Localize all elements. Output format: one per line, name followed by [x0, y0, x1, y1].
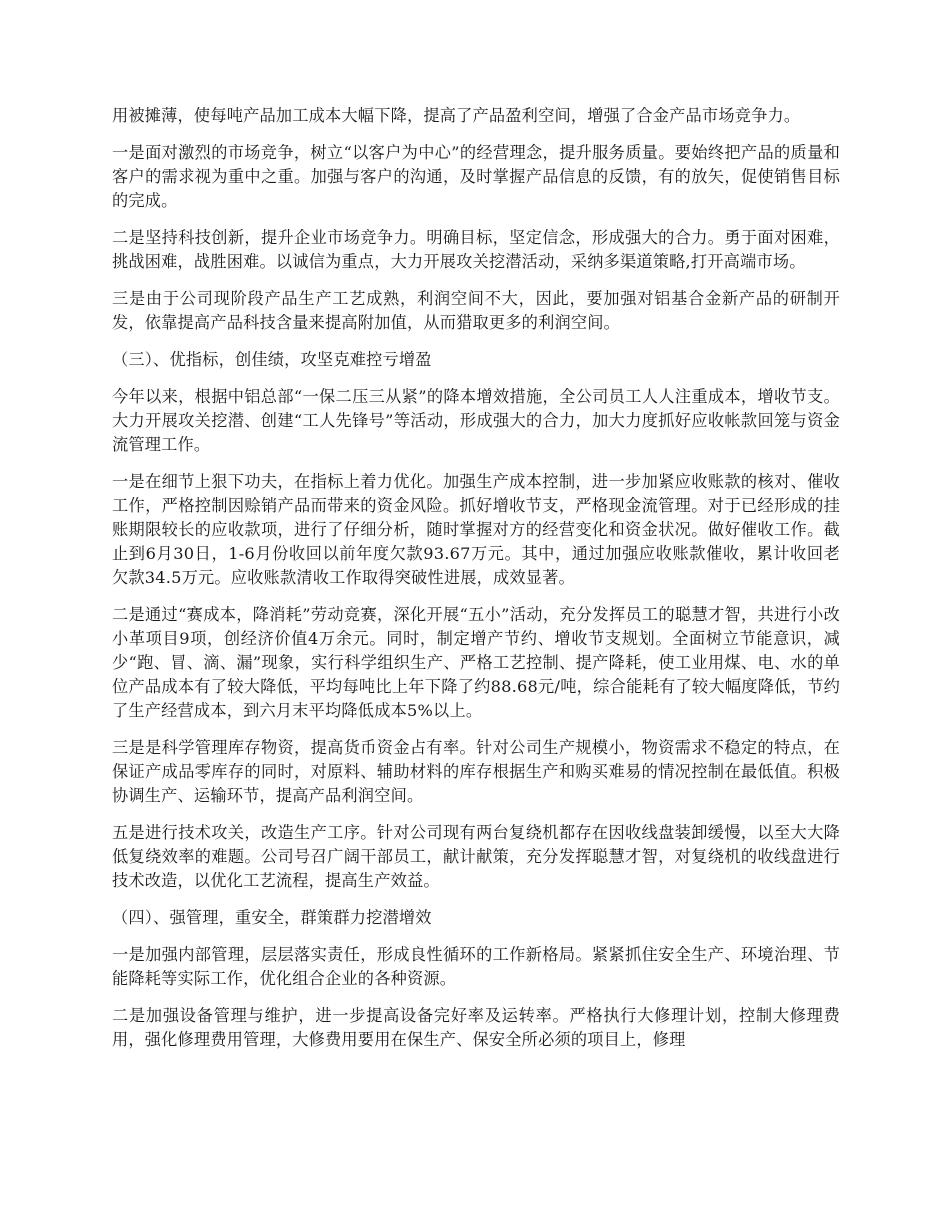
body-paragraph: 一是面对激烈的市场竞争，树立“以客户为中心”的经营理念，提升服务质量。要始终把产品的质量和客户的需求视为重中之重。加强与客户的沟通，及时掌握产品信息的反馈，有的放矢，促使销售目标的完成。: [112, 143, 840, 210]
body-paragraph: 用被摊薄，使每吨产品加工成本大幅下降，提高了产品盈利空间，增强了合金产品市场竞争力。: [112, 106, 801, 125]
body-paragraph: 一是加强内部管理，层层落实责任，形成良性循环的工作新格局。紧紧抓住安全生产、环境治理、节能降耗等实际工作，优化组合企业的各种资源。: [112, 945, 840, 988]
section-heading: （三）、优指标，创佳绩，攻坚克难控亏增盈: [112, 350, 432, 369]
body-paragraph: 二是加强设备管理与维护，进一步提高设备完好率及运转率。严格执行大修理计划，控制大修理费用，强化修理费用管理，大修费用要用在保生产、保安全所必须的项目上，修理: [112, 1006, 840, 1049]
body-paragraph: 三是是科学管理库存物资，提高货币资金占有率。针对公司生产规模小，物资需求不稳定的特点，在保证产成品零库存的同时，对原料、辅助材料的库存根据生产和购买难易的情况控制在最低值。积极协调生产、运输环节，提高产品利润空间。: [112, 738, 840, 805]
body-paragraph: 五是进行技术攻关，改造生产工序。针对公司现有两台复绕机都存在因收线盘装卸缓慢，以至大大降低复绕效率的难题。公司号召广阔干部员工，献计献策，充分发挥聪慧才智，对复绕机的收线盘进行技术改造，以优化工艺流程，提高生产效益。: [112, 823, 840, 890]
section-heading: （四）、强管理，重安全，群策群力挖潜增效: [112, 908, 432, 927]
body-paragraph: 二是坚持科技创新，提升企业市场竞争力。明确目标，坚定信念，形成强大的合力。勇于面对困难，挑战困难，战胜困难。以诚信为重点，大力开展攻关挖潜活动，采纳多渠道策略,打开高端市场。: [112, 228, 840, 271]
body-paragraph: 三是由于公司现阶段产品生产工艺成熟，利润空间不大，因此，要加强对铝基合金新产品的研制开发，依靠提高产品科技含量来提高附加值，从而猎取更多的利润空间。: [112, 289, 840, 332]
body-paragraph: 二是通过“赛成本，降消耗”劳动竞赛，深化开展“五小”活动，充分发挥员工的聪慧才智，共进行小改小革项目9项，创经济价值4万余元。同时，制定增产节约、增收节支规划。全面树立节能意识，减少“跑、冒、滴、漏”现象，实行科学组织生产、严格工艺控制、提产降耗，使工业用煤、电、水的单位产品成本有了较大降低，平均每吨比上年下降了约88.68元/吨，综合能耗有了较大幅度降低，节约了生产经营成本，到六月末平均降低成本5%以上。: [112, 605, 840, 720]
body-paragraph: 今年以来，根据中铝总部“一保二压三从紧”的降本增效措施，全公司员工人人注重成本，增收节支。大力开展攻关挖潜、创建“工人先锋号”等活动，形成强大的合力，加大力度抓好应收帐款回笼与资金流管理工作。: [112, 387, 840, 454]
body-paragraph: 一是在细节上狠下功夫，在指标上着力优化。加强生产成本控制，进一步加紧应收账款的核对、催收工作，严格控制因赊销产品而带来的资金风险。抓好增收节支，严格现金流管理。对于已经形成的挂账期限较长的应收款项，进行了仔细分析，随时掌握对方的经营变化和资金状况。做好催收工作。截止到6月30日，1-6月份收回以前年度欠款93.67万元。其中，通过加强应收账款催收，累计收回老欠款34.5万元。应收账款清收工作取得突破性进展，成效显著。: [112, 472, 840, 587]
